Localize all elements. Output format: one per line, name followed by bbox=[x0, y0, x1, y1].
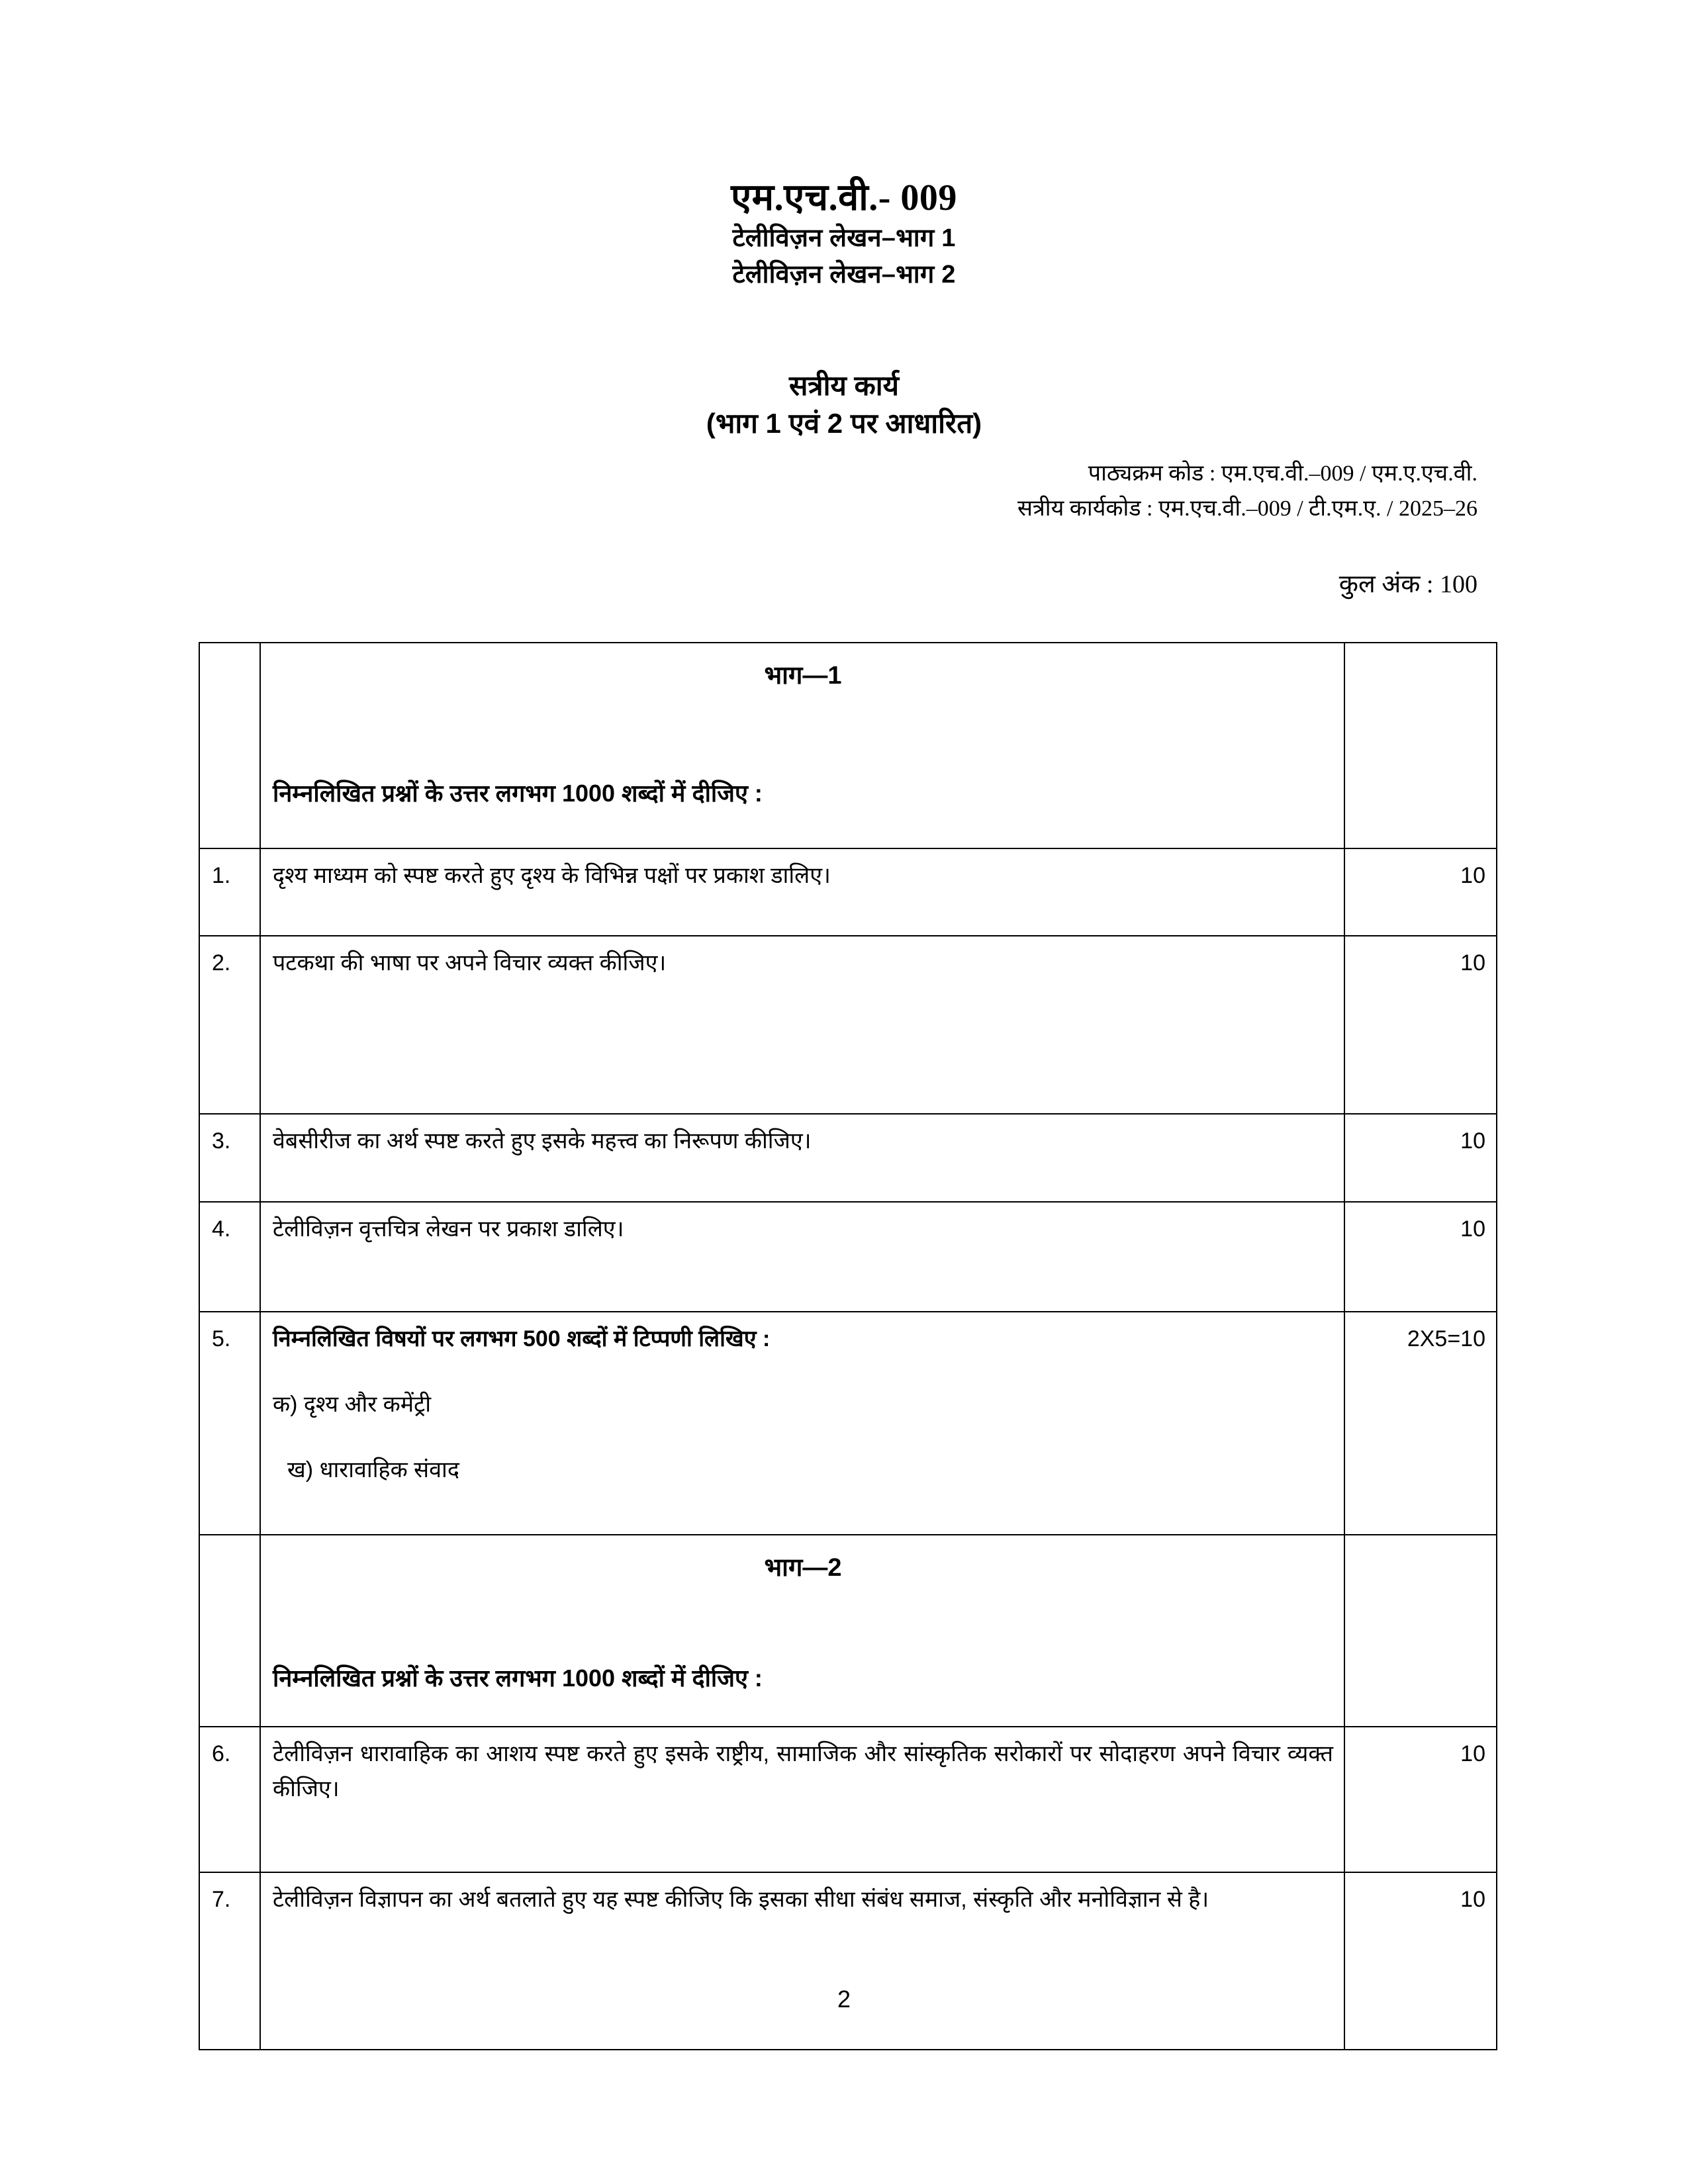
question-body-3 bbox=[260, 1114, 1344, 1202]
question-body-2 bbox=[260, 936, 1344, 1114]
table-row bbox=[199, 1727, 1497, 1872]
questions-table bbox=[199, 642, 1497, 2050]
question-body-5 bbox=[260, 1312, 1344, 1534]
course-title-part1: टेलीविज़न लेखन–भाग 1 bbox=[732, 224, 956, 252]
question-number-3: 3. bbox=[199, 1114, 260, 1202]
part1-section-cell bbox=[260, 643, 1344, 848]
question-marks-5: 2X5=10 bbox=[1344, 1312, 1497, 1534]
question-text-2: पटकथा की भाषा पर अपने विचार व्यक्त कीजिए। bbox=[273, 950, 667, 976]
question-text-7: टेलीविज़न विज्ञापन का अर्थ बतलाते हुए यह स्पष्ट कीजिए कि इसका सीधा संबंध समाज, संस्कृति और मनोविज्ञान से है। bbox=[273, 1886, 1209, 1912]
part2-instruction: निम्नलिखित प्रश्नों के उत्तर लगभग 1000 शब्दों में दीजिए : bbox=[273, 1664, 763, 1692]
table-row-part2-header bbox=[199, 1535, 1497, 1727]
row-number-empty bbox=[199, 1535, 260, 1727]
question-body-1 bbox=[260, 848, 1344, 936]
question-number-4: 4. bbox=[199, 1202, 260, 1312]
row-number-empty bbox=[199, 643, 260, 848]
document-header bbox=[0, 179, 1688, 293]
part2-section-cell bbox=[260, 1535, 1344, 1727]
question-body-6 bbox=[260, 1727, 1344, 1872]
assignment-title: सत्रीय कार्य bbox=[789, 370, 899, 401]
part2-title: भाग—2 bbox=[764, 1553, 842, 1582]
table-row-part1-header bbox=[199, 643, 1497, 848]
question-number-2: 2. bbox=[199, 936, 260, 1114]
question-5-item-a: क) दृश्य और कमेंट्री bbox=[273, 1392, 432, 1418]
part1-instruction: निम्नलिखित प्रश्नों के उत्तर लगभग 1000 शब्दों में दीजिए : bbox=[273, 779, 763, 807]
marks-empty bbox=[1344, 643, 1497, 848]
question-text-1: दृश्य माध्यम को स्पष्ट करते हुए दृश्य के विभिन्न पक्षों पर प्रकाश डालिए। bbox=[273, 862, 831, 888]
question-body-7 bbox=[260, 1872, 1344, 2050]
question-marks-7: 10 bbox=[1344, 1872, 1497, 2050]
question-number-7: 7. bbox=[199, 1872, 260, 2050]
question-marks-2: 10 bbox=[1344, 936, 1497, 1114]
question-text-5: निम्नलिखित विषयों पर लगभग 500 शब्दों में टिप्पणी लिखिए : bbox=[273, 1326, 771, 1352]
table-row bbox=[199, 1872, 1497, 2050]
question-number-5: 5. bbox=[199, 1312, 260, 1534]
question-number-1: 1. bbox=[199, 848, 260, 936]
part1-title: भाग—1 bbox=[764, 662, 842, 690]
total-marks: कुल अंक : 100 bbox=[1338, 570, 1477, 598]
marks-empty bbox=[1344, 1535, 1497, 1727]
question-marks-6: 10 bbox=[1344, 1727, 1497, 1872]
question-marks-4: 10 bbox=[1344, 1202, 1497, 1312]
code-block bbox=[1017, 457, 1477, 526]
question-body-4 bbox=[260, 1202, 1344, 1312]
question-5-item-b: ख) धारावाहिक संवाद bbox=[287, 1457, 459, 1482]
table-row bbox=[199, 1114, 1497, 1202]
question-text-3: वेबसीरीज का अर्थ स्पष्ट करते हुए इसके महत्त्व का निरूपण कीजिए। bbox=[273, 1128, 812, 1154]
page-number: 2 bbox=[837, 1985, 851, 2013]
question-marks-3: 10 bbox=[1344, 1114, 1497, 1202]
assignment-code: सत्रीय कार्यकोड : एम.एच.वी.–009 / टी.एम.ए. / 2025–26 bbox=[1017, 496, 1477, 521]
table-row bbox=[199, 936, 1497, 1114]
table-row bbox=[199, 1312, 1497, 1534]
course-title-part2: टेलीविज़न लेखन–भाग 2 bbox=[732, 260, 956, 289]
question-number-6: 6. bbox=[199, 1727, 260, 1872]
table-row bbox=[199, 1202, 1497, 1312]
question-text-6: टेलीविज़न धारावाहिक का आशय स्पष्ट करते हुए इसके राष्ट्रीय, सामाजिक और सांस्कृतिक सरोकारों पर सोदाहरण अपने विचार व्यक्त कीजिए। bbox=[273, 1741, 1333, 1801]
course-code: एम.एच.वी.- 009 bbox=[731, 177, 957, 218]
question-text-4: टेलीविज़न वृत्तचित्र लेखन पर प्रकाश डालिए। bbox=[273, 1216, 624, 1242]
assignment-heading bbox=[0, 367, 1688, 442]
table-row bbox=[199, 848, 1497, 936]
programme-code: पाठ्यक्रम कोड : एम.एच.वी.–009 / एम.ए.एच.वी. bbox=[1088, 461, 1477, 486]
assignment-subtitle: (भाग 1 एवं 2 पर आधारित) bbox=[706, 407, 982, 439]
question-marks-1: 10 bbox=[1344, 848, 1497, 936]
